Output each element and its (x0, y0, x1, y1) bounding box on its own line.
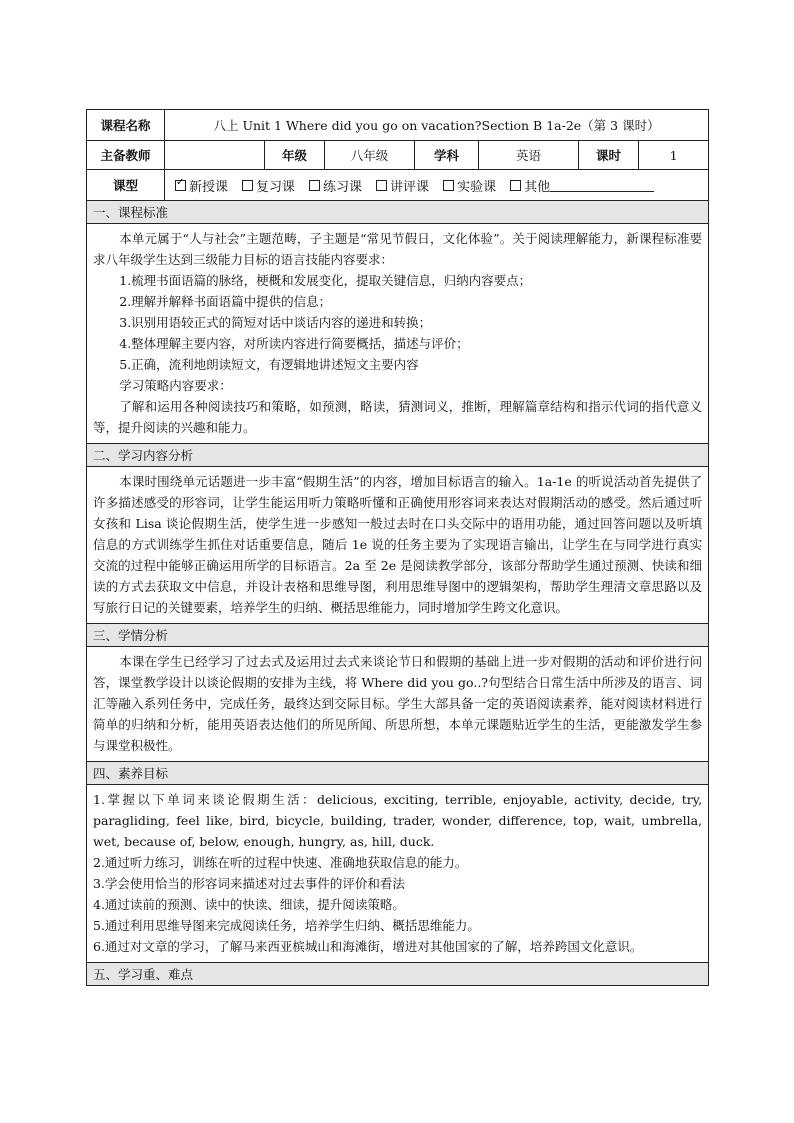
other-blank-line[interactable] (550, 179, 654, 192)
lesson-type-label: 课型 (87, 170, 165, 201)
section-title: 一、课程标准 (87, 201, 709, 224)
paragraph: 学习策略内容要求： (119, 378, 232, 393)
section-4-body (87, 785, 709, 963)
checkbox-icon[interactable] (242, 180, 253, 191)
list-item: 2.理解并解释书面语篇中提供的信息； (119, 294, 332, 309)
list-item: 5.通过利用思维导图来完成阅读任务，培养学生归纳、概括思维能力。 (93, 918, 480, 933)
section-2-header (87, 444, 709, 467)
type-option-other[interactable]: 其他 (510, 176, 654, 195)
list-item: 2.通过听力练习，训练在听的过程中快速、准确地获取信息的能力。 (93, 855, 468, 870)
list-item: 3.识别用语较正式的简短对话中谈话内容的递进和转换； (119, 315, 432, 330)
paragraph: 本单元属于“人与社会”主题范畴，子主题是“常见节假日，文化体验”。关于阅读理解能力，新课程标准要求八年级学生达到三级能力目标的语言技能内容要求： (93, 231, 703, 267)
section-1-header (87, 201, 709, 224)
course-name-value: 八上 Unit 1 Where did you go on vacation?Section B 1a-2e（第 3 课时） (165, 110, 709, 141)
checkbox-checked-icon[interactable] (175, 180, 186, 191)
section-3-body (87, 647, 709, 762)
paragraph: 本课时围绕单元话题进一步丰富“假期生活”的内容，增加目标语言的输入。1a-1e 的听说活动首先提供了许多描述感受的形容词，让学生能运用听力策略听懂和正确使用形容词来表达对假期活动的感受。然后通过听女孩和 Lisa 谈论假期生活，使学生进一步感知一般过去时在口头交际中的语用功能，通过回答问题以及听填信息的方式训练学生抓住对话重要信息，随后 1e 说的任务主要为了实现语言输出，让学生在与同学进行真实交流的过程中能够正确运用所学的目标语言。2a 至 2e 是阅读教学部分，该部分帮助学生通过预测、快读和细读的方式去获取文中信息，并设计表格和思维导图，利用思维导图中的逻辑架构，帮助学生理清文章思路以及写旅行日记的关键要素，培养学生的归纳、概括思维能力，同时增加学生跨文化意识。 (93, 474, 703, 615)
teacher-row (87, 141, 709, 170)
list-item: 1.掌握以下单词来谈论假期生活：delicious, exciting, terrible, enjoyable, activity, decide, try, paragliding, feel like, bird, bicycle, building, trader, wonder, difference, top, wait, umbrella, wet, because of, below, enough, hungry, as, hill, duck. (93, 792, 703, 849)
course-name-label: 课程名称 (87, 110, 165, 141)
section-4-header (87, 762, 709, 785)
subject-value: 英语 (479, 141, 579, 170)
type-option-feedback[interactable]: 讲评课 (376, 176, 429, 195)
subject-label: 学科 (415, 141, 479, 170)
list-item: 4.通过读前的预测、读中的快读、细读，提升阅读策略。 (93, 897, 405, 912)
checkbox-icon[interactable] (443, 180, 454, 191)
paragraph: 本课在学生已经学习了过去式及运用过去式来谈论节日和假期的基础上进一步对假期的活动和评价进行问答，课堂教学设计以谈论假期的安排为主线，将 Where did you go..?句型结合日常生活中所涉及的语言、词汇等融入系列任务中，完成任务，最终达到交际目标。学生大部具备一定的英语阅读素养，能对阅读材料进行简单的归纳和分析，能用英语表达他们的所见所闻、所思所想，本单元课题贴近学生的生活，更能激发学生参与课堂积极性。 (93, 654, 703, 753)
list-item: 5.正确，流利地朗读短文，有逻辑地讲述短文主要内容 (119, 357, 419, 372)
lesson-plan-table (86, 109, 709, 986)
type-option-lab[interactable]: 实验课 (443, 176, 496, 195)
type-option-review[interactable]: 复习课 (242, 176, 295, 195)
type-option-practice[interactable]: 练习课 (309, 176, 362, 195)
section-3-header (87, 624, 709, 647)
checkbox-icon[interactable] (510, 180, 521, 191)
list-item: 6.通过对文章的学习，了解马来西亚槟城山和海滩街，增进对其他国家的了解，培养跨国文化意识。 (93, 939, 643, 954)
period-value: 1 (639, 141, 709, 170)
grade-value: 八年级 (325, 141, 415, 170)
section-5-header (87, 963, 709, 986)
section-2-body (87, 467, 709, 624)
lesson-plan-sheet (86, 109, 708, 986)
grade-label: 年级 (265, 141, 325, 170)
section-title: 五、学习重、难点 (87, 963, 709, 986)
section-title: 二、学习内容分析 (87, 444, 709, 467)
period-label: 课时 (579, 141, 639, 170)
section-title: 三、学情分析 (87, 624, 709, 647)
list-item: 1.梳理书面语篇的脉络，梗概和发展变化，提取关键信息，归纳内容要点； (119, 273, 532, 288)
section-title: 四、素养目标 (87, 762, 709, 785)
lesson-type-row (87, 170, 709, 201)
checkbox-icon[interactable] (309, 180, 320, 191)
list-item: 4.整体理解主要内容，对所读内容进行简要概括，描述与评价； (119, 336, 469, 351)
list-item: 3.学会使用恰当的形容词来描述对过去事件的评价和看法 (93, 876, 405, 891)
teacher-label: 主备教师 (87, 141, 165, 170)
lesson-type-options (165, 170, 709, 201)
checkbox-icon[interactable] (376, 180, 387, 191)
teacher-value (165, 141, 265, 170)
section-1-body (87, 224, 709, 444)
paragraph: 了解和运用各种阅读技巧和策略，如预测，略读，猜测词义，推断，理解篇章结构和指示代词的指代意义等，提升阅读的兴趣和能力。 (93, 399, 703, 435)
course-name-row (87, 110, 709, 141)
type-option-new[interactable]: ✓ 新授课 (175, 176, 228, 195)
